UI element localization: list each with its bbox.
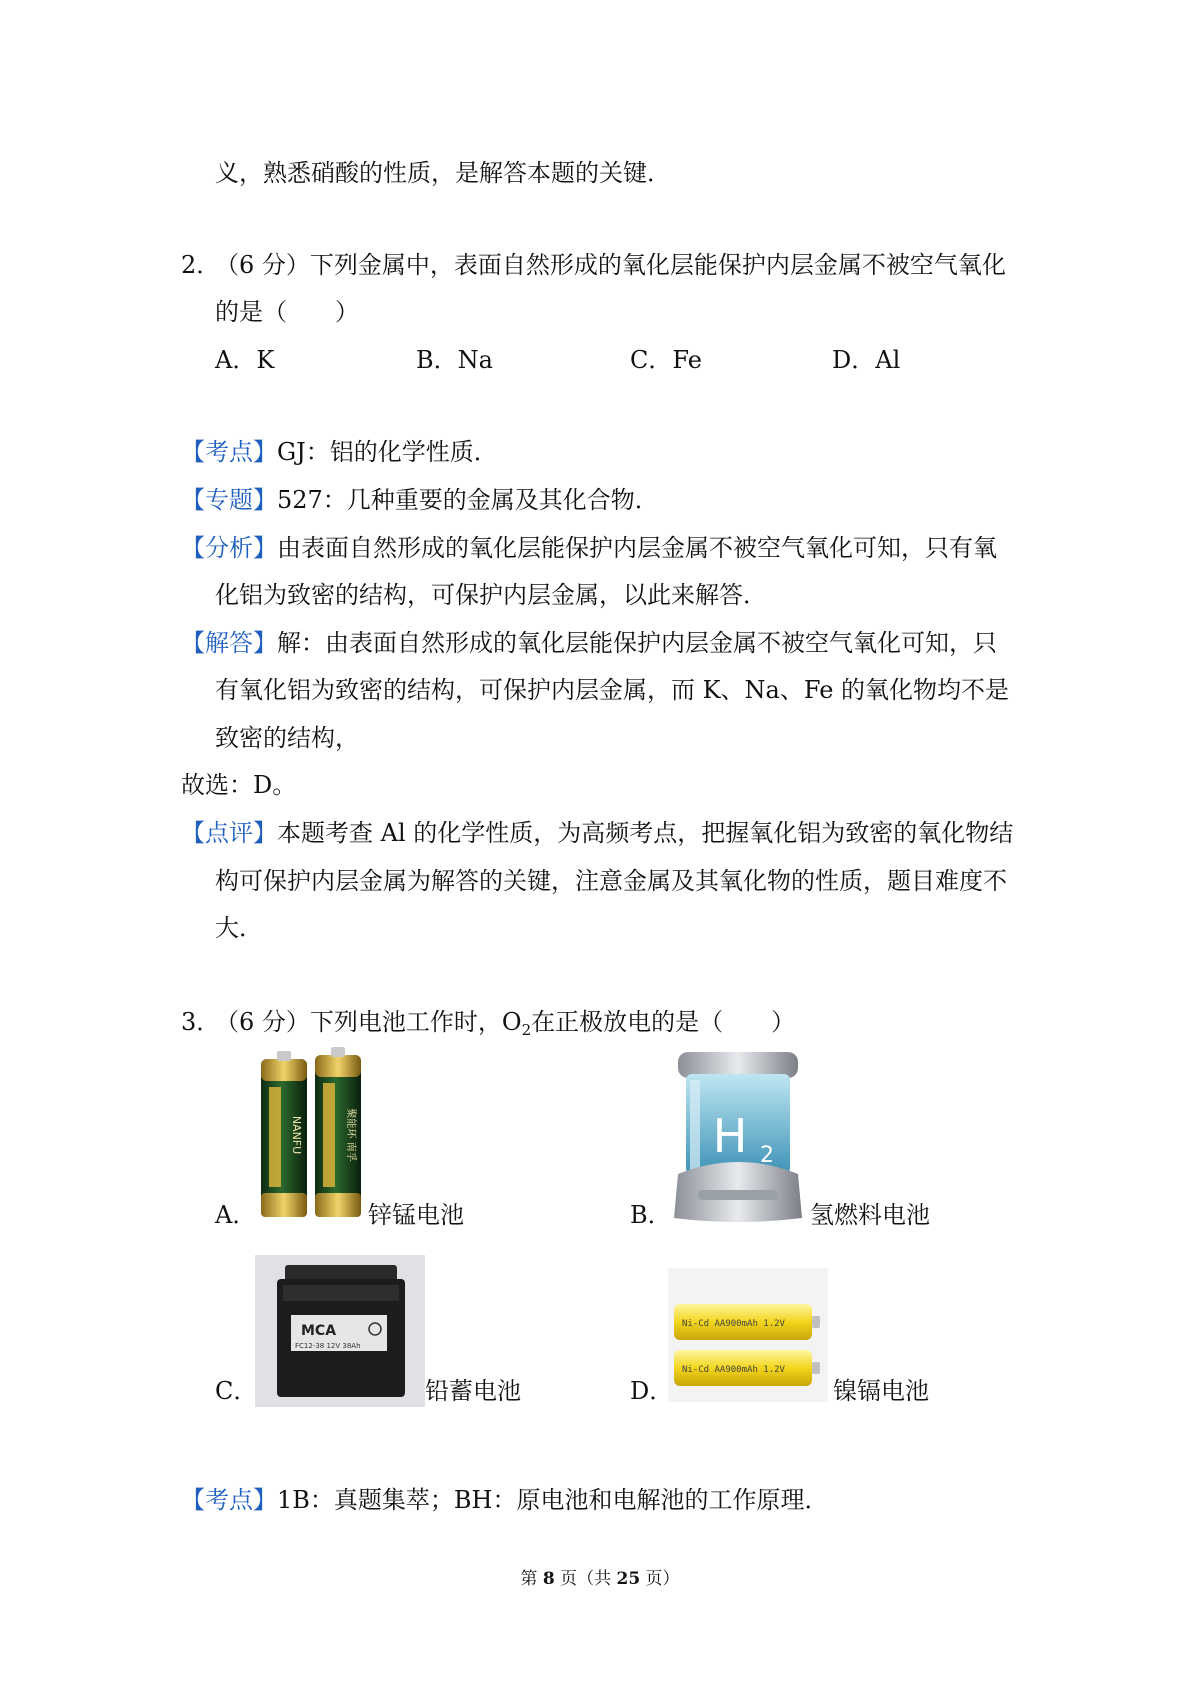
- q2-number: 2．: [181, 251, 221, 279]
- option-label: A．: [215, 346, 257, 374]
- option-text: Al: [875, 346, 901, 374]
- battery-a-brand: NANFU: [290, 1115, 303, 1155]
- q2-option-b: [416, 345, 493, 375]
- q3-option-c-caption: 铅蓄电池: [425, 1377, 521, 1405]
- q2-option-a: [215, 345, 274, 375]
- q3-stem-post: 在正极放电的是（ ）: [531, 1008, 796, 1036]
- jieda-line1: 解：由表面自然形成的氧化层能保护内层金属不被空气氧化可知，只: [277, 629, 997, 657]
- zinc-manganese-battery-icon: [257, 1045, 367, 1220]
- footer-total-pages: 25: [616, 1569, 641, 1589]
- kaodian-tag: 【考点】: [181, 438, 277, 466]
- fuel-cell-sub: 2: [760, 1143, 774, 1168]
- zhuanti-tag: 【专题】: [181, 486, 277, 514]
- q3-option-a-label: A．: [215, 1201, 257, 1229]
- fenxi-tag: 【分析】: [181, 534, 277, 562]
- nicd-label-top: Ni-Cd AA900mAh 1.2V: [682, 1319, 785, 1329]
- q3-stem-pre: （6 分）下列电池工作时，O: [215, 1008, 522, 1036]
- q2-option-c: [630, 345, 702, 375]
- q2-stem-line2: 的是（ ）: [215, 298, 359, 326]
- zhuanti-text: 527：几种重要的金属及其化合物．: [277, 486, 659, 514]
- nickel-cadmium-battery-icon: [668, 1268, 828, 1402]
- option-label: B．: [416, 346, 458, 374]
- option-text: Fe: [672, 346, 702, 374]
- q2-jieda-line2: 有氧化铝为致密的结构，可保护内层金属，而 K、Na、Fe 的氧化物均不是: [215, 676, 1010, 704]
- footer-page-number: 8: [542, 1569, 555, 1589]
- option-label: C．: [630, 346, 673, 374]
- q3-option-a-caption: 锌锰电池: [368, 1201, 464, 1229]
- q2-option-d: [832, 345, 900, 375]
- kaodian-text: GJ：铝的化学性质．: [277, 438, 498, 466]
- q2-dianping-line2: 构可保护内层金属为解答的关键，注意金属及其氧化物的性质，题目难度不: [215, 867, 1007, 895]
- kaodian-text: 1B：真题集萃；BH：原电池和电解池的工作原理．: [277, 1486, 829, 1514]
- q2-dianping-line3: 大．: [215, 914, 263, 942]
- q3-option-c-label: C．: [215, 1377, 258, 1405]
- lead-battery-brand: MCA: [301, 1323, 337, 1339]
- q3-stem: [215, 1007, 795, 1045]
- q2-jieda: [181, 628, 997, 658]
- q2-stem-line1: （6 分）下列金属中，表面自然形成的氧化层能保护内层金属不被空气氧化: [215, 251, 1006, 279]
- fenxi-line1: 由表面自然形成的氧化层能保护内层金属不被空气氧化可知，只有氧: [277, 534, 997, 562]
- q3-option-d-caption: 镍镉电池: [833, 1377, 929, 1405]
- q3-option-b-caption: 氢燃料电池: [810, 1201, 930, 1229]
- hydrogen-fuel-cell-icon: [668, 1050, 808, 1225]
- q3-stem-sub: 2: [521, 1021, 532, 1039]
- footer-post: 页）: [640, 1569, 680, 1589]
- q2-kaodian: [181, 437, 498, 467]
- q3-number: 3．: [181, 1008, 221, 1036]
- fuel-cell-symbol: H: [712, 1109, 748, 1163]
- option-label: D．: [832, 346, 876, 374]
- q2-dianping: [181, 818, 1013, 848]
- q3-option-d-label: D．: [630, 1377, 674, 1405]
- q2-answer: 故选：D。: [181, 771, 297, 799]
- option-text: K: [256, 346, 275, 374]
- dianping-tag: 【点评】: [181, 819, 277, 847]
- q2-fenxi: [181, 533, 997, 563]
- q3-kaodian: [181, 1485, 828, 1515]
- nicd-label-bottom: Ni-Cd AA900mAh 1.2V: [682, 1365, 785, 1375]
- q2-fenxi-line2: 化铝为致密的结构，可保护内层金属，以此来解答．: [215, 581, 767, 609]
- q2-jieda-line3: 致密的结构，: [215, 724, 359, 752]
- footer-pre: 第: [520, 1569, 543, 1589]
- dianping-line1: 本题考查 Al 的化学性质，为高频考点，把握氧化铝为致密的氧化物结: [277, 819, 1014, 847]
- kaodian-tag: 【考点】: [181, 1486, 277, 1514]
- page-footer: [0, 1564, 1200, 1589]
- q2-zhuanti: [181, 485, 659, 515]
- footer-mid: 页（共: [554, 1569, 617, 1589]
- intro-tail-text: 义，熟悉硝酸的性质，是解答本题的关键．: [215, 159, 671, 187]
- lead-acid-battery-icon: [255, 1255, 425, 1407]
- option-text: Na: [457, 346, 493, 374]
- jieda-tag: 【解答】: [181, 629, 277, 657]
- battery-a-brand-cn: 聚能环 南孚: [345, 1108, 356, 1162]
- lead-battery-model: FC12-38 12V 38Ah: [295, 1342, 361, 1350]
- q3-option-b-label: B．: [630, 1201, 672, 1229]
